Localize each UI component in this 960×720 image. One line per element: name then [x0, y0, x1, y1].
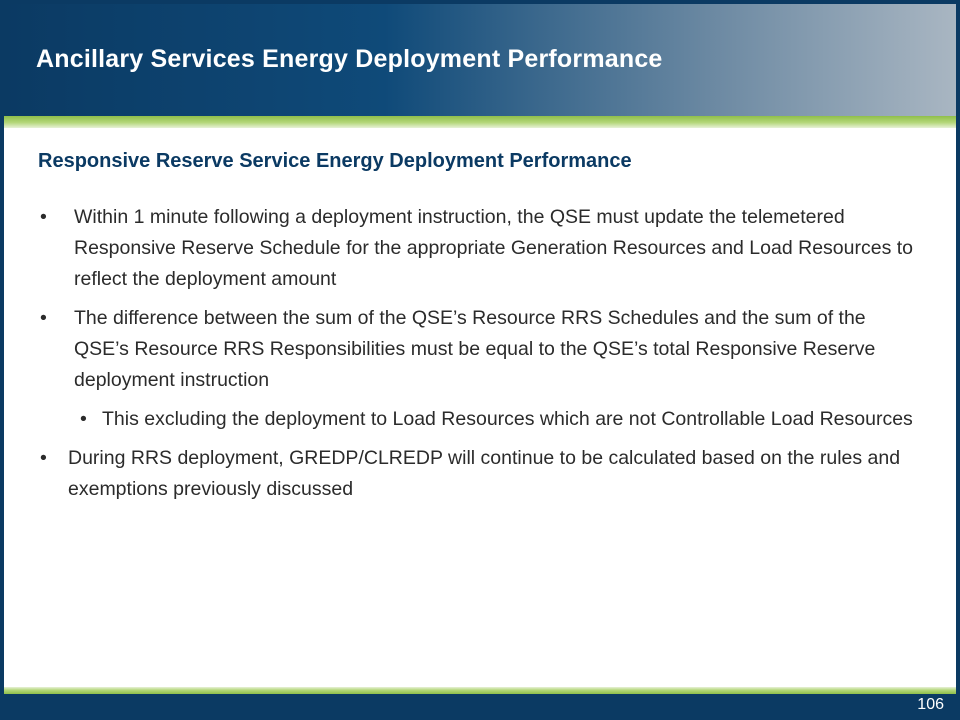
section-heading: Responsive Reserve Service Energy Deployment Performance: [38, 150, 632, 172]
bullet-marker: •: [40, 447, 47, 469]
sub-bullet-item: [38, 404, 918, 435]
bullet-marker: •: [80, 408, 87, 430]
footer-accent-stripe: [4, 687, 956, 694]
title-bar: [4, 4, 956, 116]
slide-body: [38, 148, 918, 513]
bullet-item: [38, 202, 918, 295]
bullet-item: [38, 443, 918, 505]
bullet-text: This excluding the deployment to Load Resources which are not Controllable Load Resources: [102, 408, 913, 430]
bullet-marker: •: [40, 307, 47, 329]
bullet-text: Within 1 minute following a deployment instruction, the QSE must update the telemetered Responsive Reserve Schedule for the appropriate Generation Resources and Load Resources to reflect the deployment amount: [74, 206, 913, 290]
bullet-text: During RRS deployment, GREDP/CLREDP will continue to be calculated based on the rules and exemptions previously discussed: [68, 447, 901, 500]
slide: [4, 4, 956, 716]
bullet-text: The difference between the sum of the QSE’s Resource RRS Schedules and the sum of the QSE’s Resource RRS Responsibilities must be equal to the QSE’s total Responsive Reserve deployment instruction: [74, 307, 876, 391]
slide-title: Ancillary Services Energy Deployment Performance: [36, 45, 663, 73]
footer-bar: [4, 694, 956, 716]
page-number: 106: [917, 696, 944, 713]
bullet-marker: •: [40, 206, 47, 228]
bullet-item: [38, 303, 918, 396]
header-accent-stripe: [4, 116, 956, 128]
